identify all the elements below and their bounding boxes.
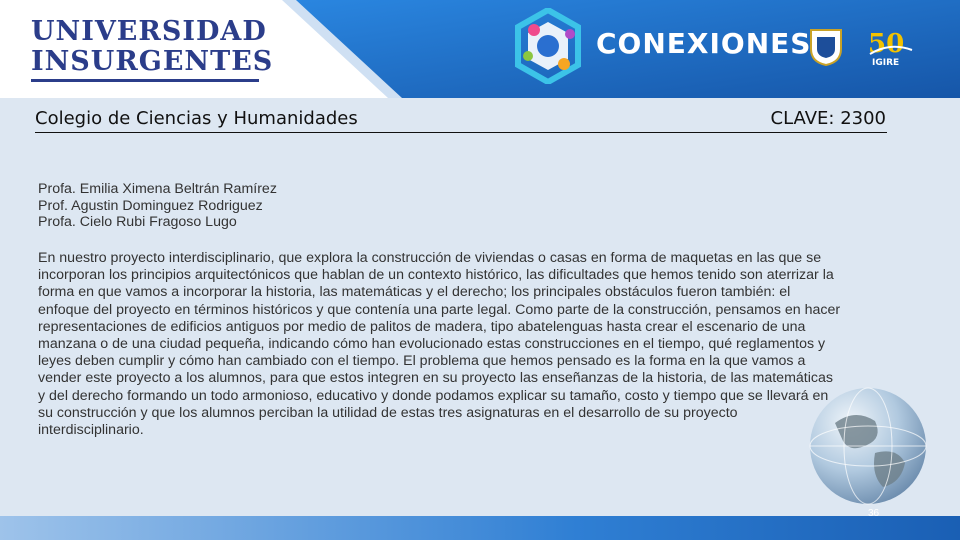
description-line: leyes deben cumplir y cómo han cambiado con el tiempo. El problema que hemos pensado es la forma en la que vamos a bbox=[38, 353, 806, 370]
page-number: 36 bbox=[868, 508, 880, 519]
college-clave: CLAVE: 2300 bbox=[770, 108, 886, 129]
university-logo-line2: INSURGENTES bbox=[31, 46, 274, 77]
university-logo-line1: UNIVERSIDAD bbox=[31, 16, 267, 47]
university-logo-underline bbox=[31, 79, 259, 82]
anniversary-logo-sub: IGIRE bbox=[872, 58, 900, 68]
conexiones-logo-text: CONEXIONES bbox=[596, 27, 812, 60]
description-line: manzana o de una ciudad pequeña, indicando cómo han evolucionado estas construcciones en el tiempo, qué reglamentos y bbox=[38, 336, 826, 353]
footer-bar bbox=[0, 516, 960, 540]
project-description bbox=[38, 250, 944, 439]
unam-seal-icon bbox=[808, 27, 844, 67]
staff-item: Prof. Agustin Dominguez Rodriguez bbox=[38, 197, 263, 214]
college-heading bbox=[35, 108, 887, 133]
anniversary-logo-number: 50 bbox=[868, 29, 905, 59]
description-line: enfoque del proyecto en términos históricos y que contenía una parte legal. Como parte de la construcción, pensamos en hacer bbox=[38, 301, 841, 318]
university-logo bbox=[31, 16, 274, 83]
description-line: su construcción y que los alumnos perciban la utilidad de estas tres asignaturas en el desarrollo de su proyecto bbox=[38, 404, 738, 421]
college-name: Colegio de Ciencias y Humanidades bbox=[35, 108, 358, 129]
description-line: En nuestro proyecto interdisciplinario, que explora la construcción de viviendas o casas en forma de maquetas en las que se bbox=[38, 250, 822, 266]
staff-item: Profa. Emilia Ximena Beltrán Ramírez bbox=[38, 181, 277, 197]
description-line: interdisciplinario. bbox=[38, 422, 144, 439]
staff-item: Profa. Cielo Rubi Fragoso Lugo bbox=[38, 214, 237, 230]
staff-list bbox=[38, 181, 277, 231]
description-line: representaciones de edificios antiguos por medio de palitos de madera, tipo abatelenguas hasta crear el escenario de una bbox=[38, 318, 806, 335]
anniversary-logo bbox=[864, 24, 916, 68]
description-line: forma en que vamos a incorporar la historia, las matemáticas y el derecho; los principales obstáculos fueron también: el bbox=[38, 284, 791, 301]
description-line: incorporan los principios arquitectónicos que hablan de un contexto histórico, las dificultades que hemos tenido son aterrizar la bbox=[38, 267, 834, 284]
conexiones-logo-icon bbox=[514, 8, 582, 84]
description-line: y del derecho formando un todo armonioso, educativo y donde podamos explicar su tamaño, costo y tiempo que se llevará en bbox=[38, 387, 829, 404]
description-line: vender este proyecto a los alumnos, para que estos integren en su proyecto las enseñanzas de la historia, de las matemáticas bbox=[38, 370, 833, 387]
